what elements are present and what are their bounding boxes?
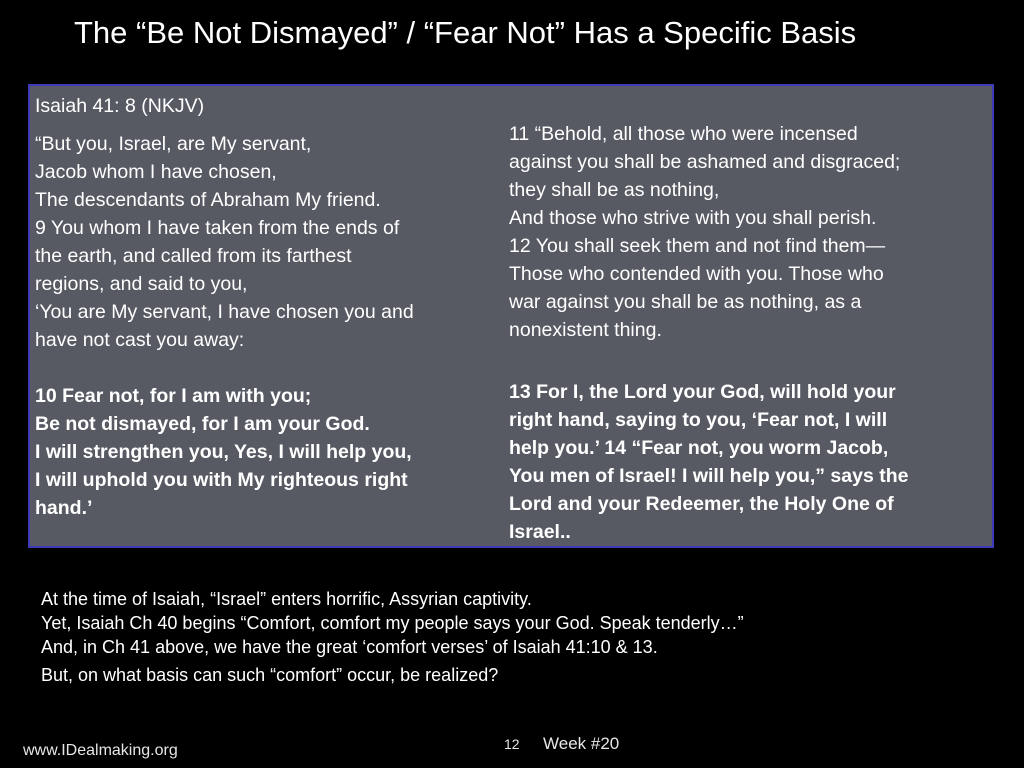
verses-11-12 (509, 120, 989, 344)
verse-line: regions, and said to you, (35, 273, 248, 295)
verse-line: have not cast you away: (35, 329, 245, 351)
verse-line: they shall be as nothing, (509, 179, 720, 201)
verse-line: 13 For I, the Lord your God, will hold your (509, 381, 896, 403)
verse-line: 11 “Behold, all those who were incensed (509, 123, 858, 145)
scripture-box (28, 84, 994, 548)
verse-line: Lord and your Redeemer, the Holy One of (509, 493, 894, 515)
commentary-notes (41, 587, 1001, 687)
verse-line: And those who strive with you shall perish. (509, 207, 877, 229)
verse-line: “But you, Israel, are My servant, (35, 133, 312, 155)
verse-line: Jacob whom I have chosen, (35, 161, 277, 183)
verse-line: nonexistent thing. (509, 319, 662, 341)
note-line: At the time of Isaiah, “Israel” enters horrific, Assyrian captivity. (41, 589, 532, 609)
slide-title: The “Be Not Dismayed” / “Fear Not” Has a Specific Basis (74, 15, 857, 50)
verses-13-14-highlight (509, 378, 989, 546)
verse-line: Israel.. (509, 521, 571, 543)
week-label: Week #20 (543, 734, 620, 753)
verse-line: ‘You are My servant, I have chosen you and (35, 301, 414, 323)
verse-line: I will strengthen you, Yes, I will help you, (35, 441, 412, 463)
scripture-reference: Isaiah 41: 8 (NKJV) (35, 95, 205, 117)
page-number: 12 (504, 736, 520, 752)
verse-line: Those who contended with you. Those who (509, 263, 884, 285)
verse-line: 10 Fear not, for I am with you; (35, 385, 312, 407)
verse-line: You men of Israel! I will help you,” says the (509, 465, 909, 487)
note-line: Yet, Isaiah Ch 40 begins “Comfort, comfort my people says your God. Speak tenderly…” (41, 613, 744, 633)
note-question: But, on what basis can such “comfort” occur, be realized? (41, 665, 499, 685)
verse-line: hand.’ (35, 497, 93, 519)
verse-line: Be not dismayed, for I am your God. (35, 413, 370, 435)
verse-line: 12 You shall seek them and not find them— (509, 235, 886, 257)
note-line: And, in Ch 41 above, we have the great ‘comfort verses’ of Isaiah 41:10 & 13. (41, 637, 658, 657)
verse-line: the earth, and called from its farthest (35, 245, 352, 267)
verses-8-9 (35, 130, 495, 354)
verse-10-highlight (35, 382, 495, 522)
verse-line: war against you shall be as nothing, as a (509, 291, 862, 313)
verse-line: against you shall be ashamed and disgraced; (509, 151, 901, 173)
verse-line: help you.’ 14 “Fear not, you worm Jacob, (509, 437, 889, 459)
verse-line: 9 You whom I have taken from the ends of (35, 217, 400, 239)
verse-line: I will uphold you with My righteous right (35, 469, 408, 491)
verse-line: right hand, saying to you, ‘Fear not, I will (509, 409, 888, 431)
website-footer: www.IDealmaking.org (23, 742, 178, 759)
verse-line: The descendants of Abraham My friend. (35, 189, 381, 211)
